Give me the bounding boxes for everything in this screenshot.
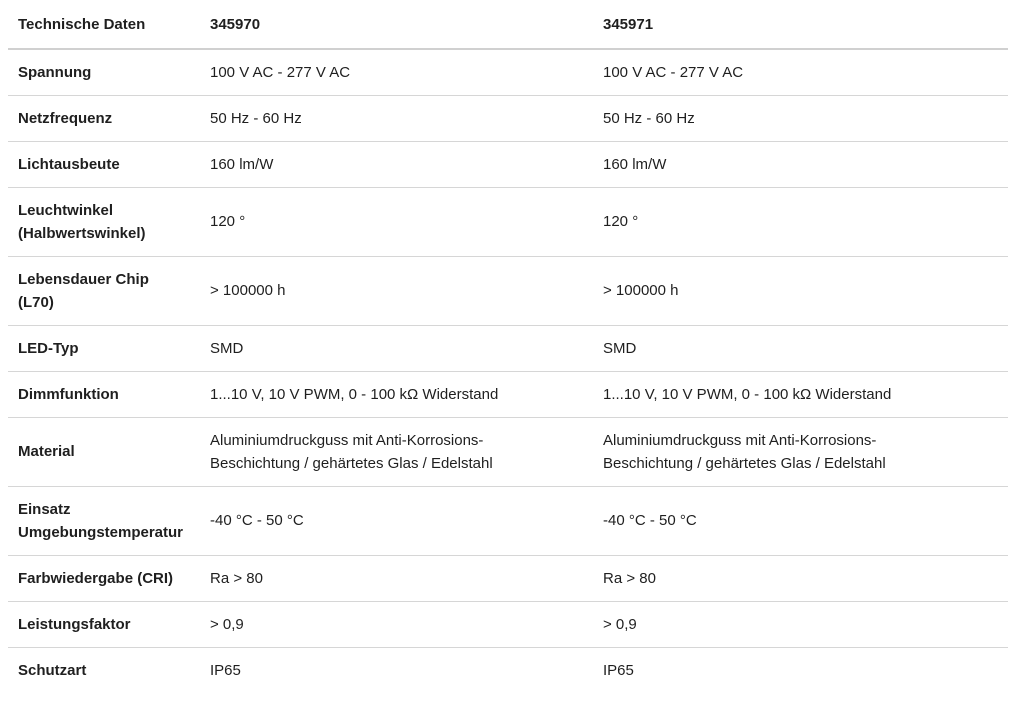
row-label (8, 601, 200, 647)
row-label-line: Netzfrequenz (18, 109, 113, 127)
row-label-line: Dimmfunktion (18, 385, 119, 403)
row-label (8, 141, 200, 187)
value-345971-line: 160 lm/W (603, 155, 667, 173)
value-345970-line: -40 °C - 50 °C (210, 512, 304, 529)
value-345971-line: 120 ° (603, 213, 639, 230)
header-product-345970: 345970 (200, 0, 593, 49)
value-345971-line: Aluminiumdruckguss mit Anti-Korrosions- (603, 431, 877, 449)
row-label-line: Leuchtwinkel (18, 201, 114, 219)
table-row (8, 417, 1008, 486)
header-technical-data: Technische Daten (8, 0, 200, 49)
value-345971 (593, 601, 1008, 647)
technical-data-table (8, 0, 1008, 693)
table-row (8, 486, 1008, 555)
row-label (8, 417, 200, 486)
value-345971-line: 1...10 V, 10 V PWM, 0 - 100 kΩ Widerstand (603, 385, 892, 403)
value-345970-line: > 100000 h (210, 282, 286, 299)
value-345970 (200, 601, 593, 647)
row-label-line: Lichtausbeute (18, 155, 120, 173)
row-label (8, 647, 200, 693)
row-label-line: Einsatz (18, 500, 71, 518)
value-345970-line: IP65 (210, 661, 241, 679)
table-row (8, 187, 1008, 256)
value-345970-line: SMD (210, 339, 244, 357)
row-label-line: (L70) (18, 293, 54, 311)
value-345971-line: 100 V AC - 277 V AC (603, 63, 744, 81)
value-345971 (593, 371, 1008, 417)
row-label-line: (Halbwertswinkel) (18, 224, 146, 242)
value-345971 (593, 49, 1008, 95)
value-345970-line: Aluminiumdruckguss mit Anti-Korrosions- (210, 431, 484, 449)
value-345970-line: > 0,9 (210, 615, 244, 633)
value-345970-line: 50 Hz - 60 Hz (210, 109, 302, 127)
row-label (8, 187, 200, 256)
value-345970-line: 1...10 V, 10 V PWM, 0 - 100 kΩ Widerstand (210, 385, 499, 403)
value-345970 (200, 95, 593, 141)
value-345971-line: -40 °C - 50 °C (603, 512, 697, 529)
value-345970-line: 120 ° (210, 213, 246, 230)
table-row (8, 601, 1008, 647)
value-345970 (200, 187, 593, 256)
table-row (8, 555, 1008, 601)
value-345971 (593, 325, 1008, 371)
value-345971-line: Ra > 80 (603, 569, 656, 587)
value-345970-line: Beschichtung / gehärtetes Glas / Edelstahl (210, 454, 493, 472)
value-345970 (200, 49, 593, 95)
table-row (8, 371, 1008, 417)
row-label (8, 555, 200, 601)
row-label-line: LED-Typ (18, 339, 79, 357)
value-345971-line: > 0,9 (603, 615, 637, 633)
value-345971 (593, 187, 1008, 256)
row-label-line: Spannung (18, 63, 92, 81)
row-label (8, 325, 200, 371)
value-345970 (200, 256, 593, 325)
table-row (8, 647, 1008, 693)
row-label-line: Lebensdauer Chip (18, 270, 149, 288)
row-label-line: Umgebungstemperatur (18, 523, 184, 541)
value-345970 (200, 647, 593, 693)
row-label (8, 256, 200, 325)
row-label-line: Farbwiedergabe (CRI) (18, 569, 174, 587)
value-345971 (593, 256, 1008, 325)
table-body (8, 49, 1008, 693)
value-345971 (593, 647, 1008, 693)
value-345970 (200, 141, 593, 187)
value-345970-line: 100 V AC - 277 V AC (210, 63, 351, 81)
row-label-line: Leistungsfaktor (18, 615, 131, 633)
value-345970 (200, 417, 593, 486)
value-345971-line: 50 Hz - 60 Hz (603, 109, 695, 127)
value-345971-line: Beschichtung / gehärtetes Glas / Edelstahl (603, 454, 886, 472)
row-label (8, 95, 200, 141)
value-345970 (200, 371, 593, 417)
row-label-line: Schutzart (18, 661, 87, 679)
value-345970 (200, 325, 593, 371)
value-345970-line: Ra > 80 (210, 569, 263, 587)
table-row (8, 95, 1008, 141)
table-row (8, 325, 1008, 371)
row-label-line: Material (18, 443, 75, 460)
row-label (8, 486, 200, 555)
table-row (8, 49, 1008, 95)
row-label (8, 371, 200, 417)
value-345971-line: IP65 (603, 661, 634, 679)
value-345971 (593, 95, 1008, 141)
header-product-345971: 345971 (593, 0, 1008, 49)
table-row (8, 256, 1008, 325)
value-345971 (593, 555, 1008, 601)
value-345971-line: > 100000 h (603, 282, 679, 299)
value-345971 (593, 417, 1008, 486)
value-345971 (593, 486, 1008, 555)
value-345971-line: SMD (603, 339, 637, 357)
value-345970 (200, 486, 593, 555)
table-header-row (8, 0, 1008, 49)
table-row (8, 141, 1008, 187)
value-345971 (593, 141, 1008, 187)
value-345970 (200, 555, 593, 601)
value-345970-line: 160 lm/W (210, 155, 274, 173)
row-label (8, 49, 200, 95)
